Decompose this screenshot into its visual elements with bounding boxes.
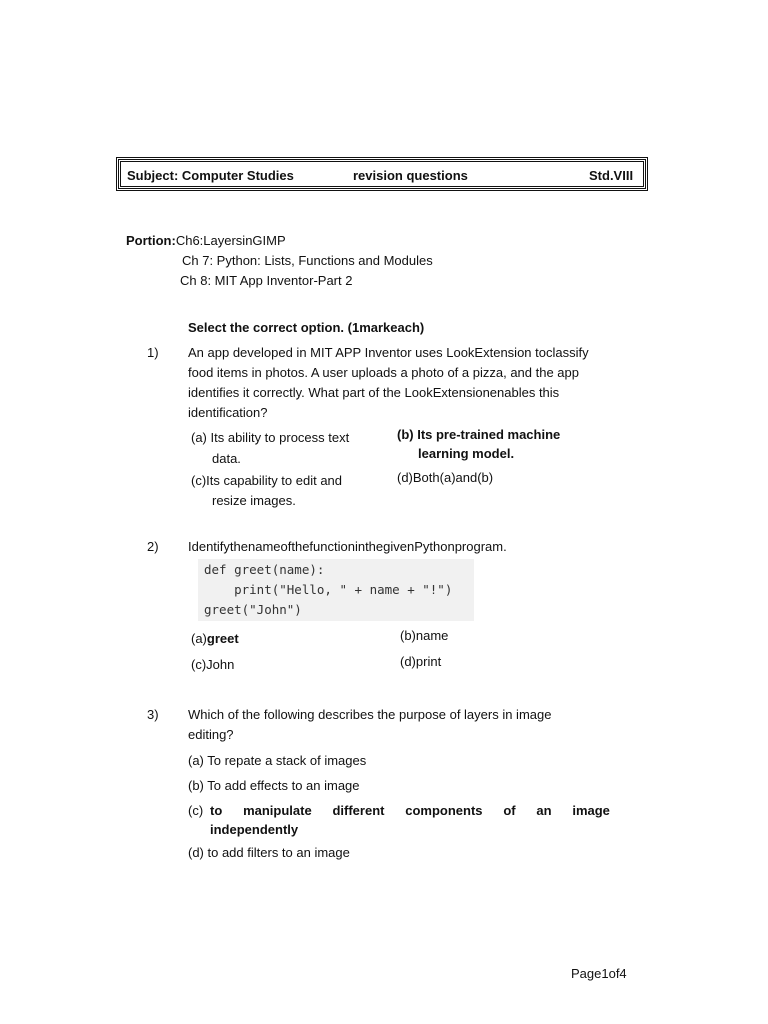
question-2-text: IdentifythenameofthefunctioninthegivenPythonprogram. bbox=[188, 539, 507, 554]
q3-option-c-word: an bbox=[536, 803, 552, 818]
q3-option-c-word: components bbox=[405, 803, 483, 818]
code-line-2: print("Hello, " + name + "!") bbox=[204, 582, 453, 597]
q2-option-a-answer: greet bbox=[206, 631, 239, 646]
header-subject: Subject: Computer Studies bbox=[127, 168, 294, 183]
question-3-number: 3) bbox=[147, 707, 159, 722]
q3-option-d: (d) to add filters to an image bbox=[188, 845, 350, 860]
question-1-line-4: identification? bbox=[188, 405, 268, 420]
question-3-line-2: editing? bbox=[188, 727, 234, 742]
q2-option-d: (d)print bbox=[400, 654, 442, 669]
question-2-number: 2) bbox=[147, 539, 159, 554]
q3-option-c-word: different bbox=[332, 803, 385, 818]
code-line-3: greet("John") bbox=[204, 602, 302, 617]
question-1-number: 1) bbox=[147, 345, 159, 360]
section-heading: Select the correct option. (1markeach) bbox=[188, 320, 425, 335]
code-line-1: def greet(name): bbox=[204, 562, 325, 577]
q3-option-c-line-1 bbox=[210, 803, 610, 818]
q3-option-c-prefix: (c) bbox=[188, 803, 204, 818]
portion-block bbox=[126, 233, 286, 248]
question-1-line-1: An app developed in MIT APP Inventor uses LookExtension toclassify bbox=[188, 345, 589, 360]
q2-option-a-prefix: (a) bbox=[191, 631, 207, 646]
portion-ch7: Ch 7: Python: Lists, Functions and Modules bbox=[182, 253, 433, 268]
q3-option-c-word: of bbox=[503, 803, 516, 818]
question-1-line-2: food items in photos. A user uploads a photo of a pizza, and the app bbox=[188, 365, 579, 380]
question-1-line-3: identifies it correctly. What part of the LookExtensionenables this bbox=[188, 385, 560, 400]
q1-option-c-line-1: (c)Its capability to edit and bbox=[191, 473, 343, 488]
q1-option-a-line-2: data. bbox=[212, 451, 241, 466]
portion-ch6: Ch6:LayersinGIMP bbox=[175, 233, 286, 248]
q3-option-c-word: manipulate bbox=[243, 803, 312, 818]
question-3-line-1: Which of the following describes the purpose of layers in image bbox=[188, 707, 552, 722]
header-title: revision questions bbox=[353, 168, 468, 183]
q3-option-b: (b) To add effects to an image bbox=[188, 778, 360, 793]
portion-label: Portion: bbox=[126, 233, 176, 248]
q1-option-b-line-2: learning model. bbox=[418, 446, 515, 461]
q3-option-c-word: to bbox=[210, 803, 223, 818]
q1-option-c-line-2: resize images. bbox=[212, 493, 296, 508]
q1-option-d: (d)Both(a)and(b) bbox=[397, 470, 494, 485]
q3-option-c-line-2: independently bbox=[210, 822, 299, 837]
q1-option-b-line-1: (b) Its pre-trained machine bbox=[397, 427, 561, 442]
q2-option-a bbox=[191, 631, 239, 646]
q1-option-a-line-1: (a) Its ability to process text bbox=[191, 430, 350, 445]
page-number: Page1of4 bbox=[571, 966, 627, 981]
q2-option-b: (b)name bbox=[400, 628, 449, 643]
portion-ch8: Ch 8: MIT App Inventor-Part 2 bbox=[180, 273, 353, 288]
q3-option-c-word: image bbox=[572, 803, 610, 818]
q2-option-c: (c)John bbox=[191, 657, 235, 672]
q3-option-a: (a) To repate a stack of images bbox=[188, 753, 367, 768]
header-std: Std.VIII bbox=[589, 168, 634, 183]
code-snippet bbox=[198, 559, 474, 621]
